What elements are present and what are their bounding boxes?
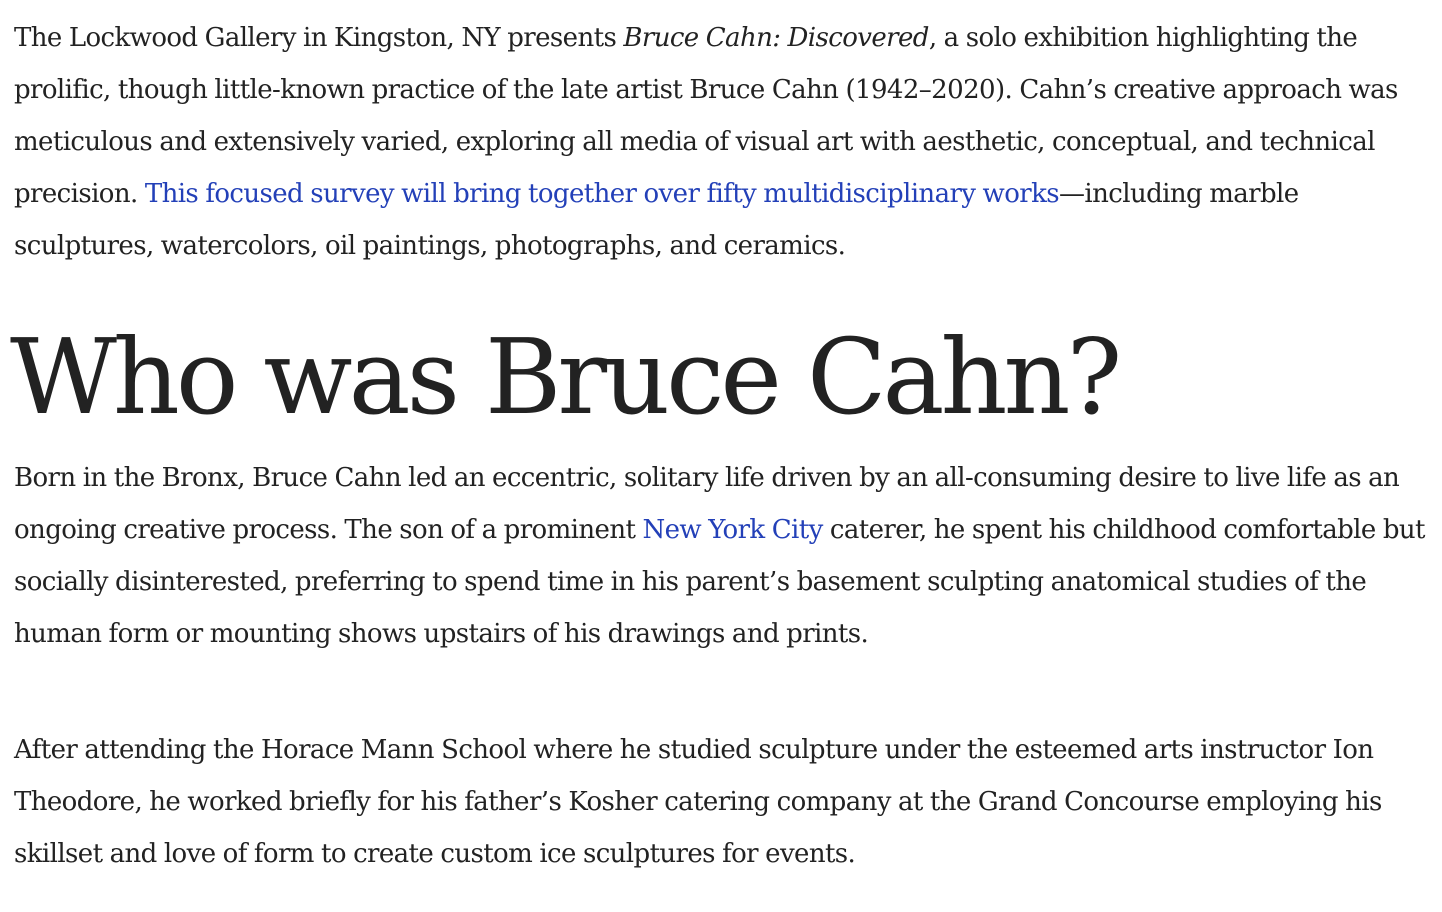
exhibition-title: Bruce Cahn: Discovered	[623, 23, 929, 53]
intro-paragraph	[14, 12, 1424, 272]
bio-paragraph-2	[14, 724, 1434, 880]
intro-text-2: , a solo exhibition highlighting the prolific, though little-known practice of the late artist Bruce Cahn (1942–2020). Cahn’s creative approach was meticulous and extensively varied, exploring all media of visual art with aesthetic, conceptual, and technical precision.	[14, 23, 1398, 209]
intro-text-3: —including marble sculptures, watercolors, oil paintings, photographs, and ceramics.	[14, 179, 1299, 261]
bio1-text-1: Born in the Bronx, Bruce Cahn led an eccentric, solitary life driven by an all-consuming desire to live life as an ongoing creative process. The son of a prominent	[14, 463, 1400, 545]
bio-paragraph-1	[14, 452, 1434, 660]
section-heading: Who was Bruce Cahn?	[10, 316, 1119, 438]
intro-text-1: The Lockwood Gallery in Kingston, NY presents	[14, 23, 624, 53]
bio2-text-1: After attending the Horace Mann School where he studied sculpture under the esteemed arts instructor Ion Theodore, he worked briefly for his father’s Kosher catering company at the Grand Concourse employing his skillset and love of form to create custom ice sculptures for events.	[14, 735, 1382, 869]
bio1-text-2: caterer, he spent his childhood comfortable but socially disinterested, preferring to spend time in his parent’s basement sculpting anatomical studies of the human form or mounting shows upstairs of his drawings and prints.	[14, 515, 1425, 649]
new-york-city-link[interactable]: New York City	[642, 515, 823, 545]
survey-link[interactable]: This focused survey will bring together over fifty multidisciplinary works	[144, 179, 1059, 209]
